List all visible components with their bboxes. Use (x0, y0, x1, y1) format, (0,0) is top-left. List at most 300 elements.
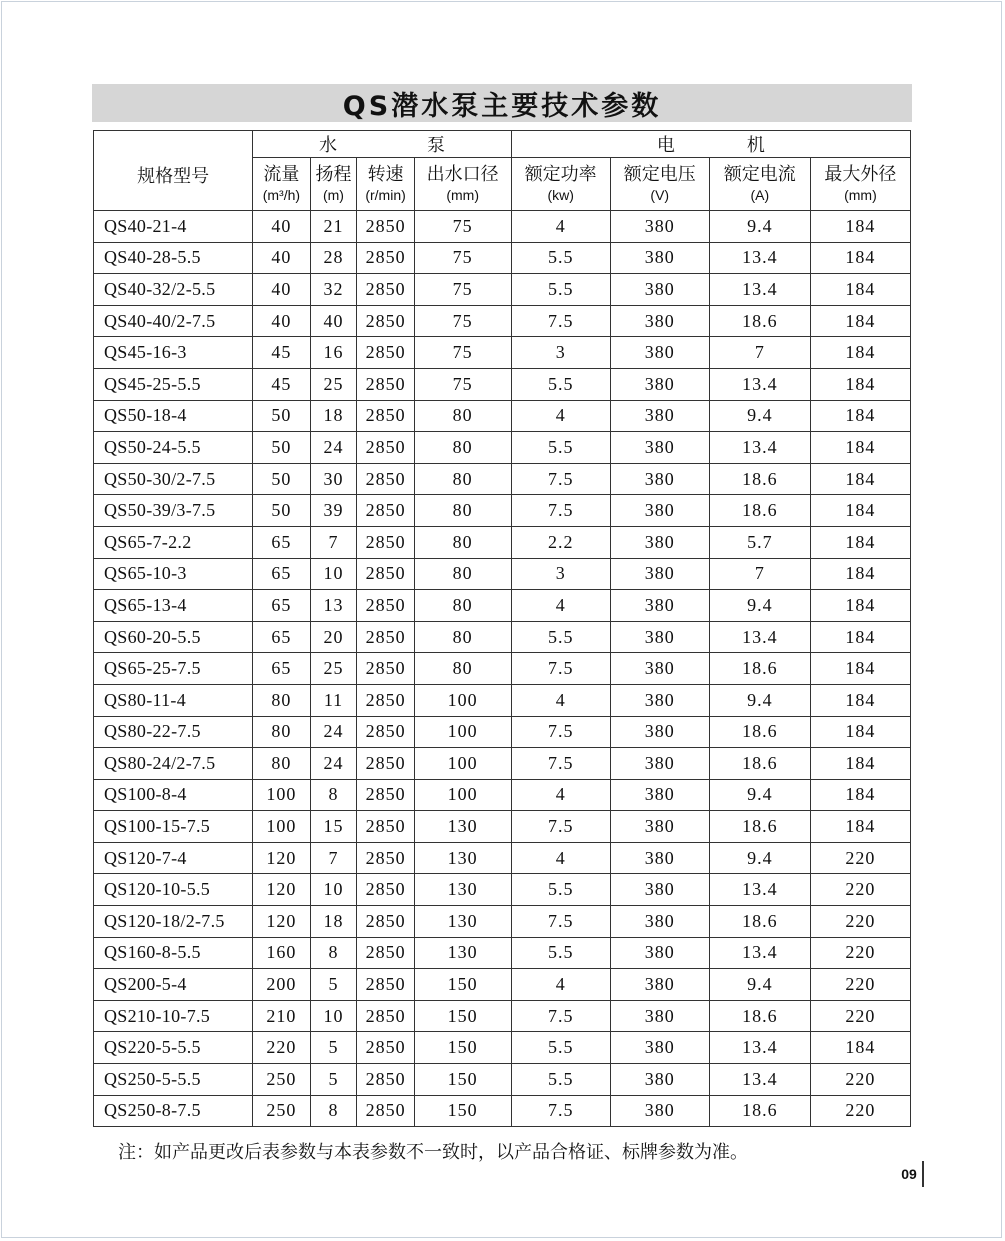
value-cell: 18.6 (709, 716, 810, 748)
header-column (810, 158, 910, 211)
value-cell: 32 (310, 274, 357, 306)
model-cell: QS210-10-7.5 (94, 1000, 253, 1032)
value-cell: 4 (511, 590, 610, 622)
value-cell: 2850 (357, 526, 414, 558)
value-cell: 5.5 (511, 937, 610, 969)
table-body (94, 211, 911, 1127)
value-cell: 80 (414, 432, 511, 464)
model-cell: QS120-10-5.5 (94, 874, 253, 906)
table-row (94, 621, 911, 653)
model-cell: QS40-21-4 (94, 211, 253, 243)
value-cell: 380 (610, 1000, 709, 1032)
value-cell: 75 (414, 242, 511, 274)
value-cell: 75 (414, 211, 511, 243)
model-cell: QS65-25-7.5 (94, 653, 253, 685)
value-cell: 50 (253, 495, 310, 527)
value-cell: 380 (610, 842, 709, 874)
value-cell: 7.5 (511, 1000, 610, 1032)
value-cell: 380 (610, 811, 709, 843)
value-cell: 380 (610, 874, 709, 906)
header-column (511, 158, 610, 211)
table-row (94, 590, 911, 622)
model-cell: QS40-40/2-7.5 (94, 305, 253, 337)
table-row (94, 242, 911, 274)
value-cell: 100 (253, 811, 310, 843)
table-row (94, 779, 911, 811)
value-cell: 100 (414, 779, 511, 811)
value-cell: 380 (610, 653, 709, 685)
header-column (709, 158, 810, 211)
table-row (94, 969, 911, 1001)
value-cell: 380 (610, 432, 709, 464)
value-cell: 3 (511, 558, 610, 590)
value-cell: 4 (511, 779, 610, 811)
header-column-label: 流量 (263, 164, 300, 185)
value-cell: 184 (810, 558, 910, 590)
value-cell: 5.5 (511, 621, 610, 653)
value-cell: 130 (414, 906, 511, 938)
table-row (94, 305, 911, 337)
value-cell: 220 (810, 874, 910, 906)
value-cell: 2850 (357, 495, 414, 527)
value-cell: 7 (310, 842, 357, 874)
value-cell: 18.6 (709, 906, 810, 938)
value-cell: 380 (610, 1095, 709, 1127)
value-cell: 40 (253, 242, 310, 274)
value-cell: 8 (310, 937, 357, 969)
value-cell: 380 (610, 1064, 709, 1096)
value-cell: 18.6 (709, 748, 810, 780)
value-cell: 10 (310, 874, 357, 906)
model-cell: QS220-5-5.5 (94, 1032, 253, 1064)
model-cell: QS50-24-5.5 (94, 432, 253, 464)
value-cell: 2850 (357, 305, 414, 337)
value-cell: 2850 (357, 463, 414, 495)
value-cell: 184 (810, 716, 910, 748)
header-model (94, 131, 253, 211)
value-cell: 7.5 (511, 1095, 610, 1127)
value-cell: 160 (253, 937, 310, 969)
value-cell: 25 (310, 368, 357, 400)
value-cell: 150 (414, 1095, 511, 1127)
header-column (253, 158, 310, 211)
value-cell: 39 (310, 495, 357, 527)
value-cell: 2850 (357, 368, 414, 400)
value-cell: 4 (511, 400, 610, 432)
value-cell: 13 (310, 590, 357, 622)
value-cell: 4 (511, 684, 610, 716)
table-row (94, 716, 911, 748)
value-cell: 130 (414, 811, 511, 843)
value-cell: 4 (511, 211, 610, 243)
value-cell: 18.6 (709, 495, 810, 527)
value-cell: 7.5 (511, 811, 610, 843)
value-cell: 184 (810, 400, 910, 432)
model-cell: QS200-5-4 (94, 969, 253, 1001)
value-cell: 380 (610, 969, 709, 1001)
value-cell: 7.5 (511, 906, 610, 938)
value-cell: 50 (253, 400, 310, 432)
value-cell: 184 (810, 684, 910, 716)
value-cell: 184 (810, 748, 910, 780)
value-cell: 9.4 (709, 211, 810, 243)
value-cell: 150 (414, 1064, 511, 1096)
value-cell: 220 (810, 906, 910, 938)
table-row (94, 1095, 911, 1127)
value-cell: 2850 (357, 621, 414, 653)
value-cell: 80 (414, 590, 511, 622)
value-cell: 13.4 (709, 874, 810, 906)
value-cell: 380 (610, 368, 709, 400)
model-cell: QS120-18/2-7.5 (94, 906, 253, 938)
value-cell: 4 (511, 842, 610, 874)
value-cell: 184 (810, 621, 910, 653)
header-column-label: 出水口径 (426, 164, 499, 185)
value-cell: 380 (610, 463, 709, 495)
model-cell: QS100-15-7.5 (94, 811, 253, 843)
value-cell: 80 (414, 653, 511, 685)
value-cell: 18.6 (709, 1000, 810, 1032)
table-row (94, 558, 911, 590)
table-row (94, 211, 911, 243)
value-cell: 18 (310, 906, 357, 938)
value-cell: 200 (253, 969, 310, 1001)
table-row (94, 1064, 911, 1096)
header-column-unit: (mm) (446, 187, 479, 203)
header-column-label: 扬程 (315, 164, 352, 185)
value-cell: 380 (610, 779, 709, 811)
value-cell: 7.5 (511, 495, 610, 527)
value-cell: 184 (810, 1032, 910, 1064)
header-column-unit: (V) (650, 187, 670, 203)
value-cell: 380 (610, 906, 709, 938)
value-cell: 184 (810, 779, 910, 811)
value-cell: 380 (610, 526, 709, 558)
table-row (94, 400, 911, 432)
value-cell: 5.5 (511, 432, 610, 464)
table-row (94, 811, 911, 843)
value-cell: 184 (810, 211, 910, 243)
header-model-label: 规格型号 (137, 165, 210, 187)
model-cell: QS65-7-2.2 (94, 526, 253, 558)
value-cell: 18.6 (709, 463, 810, 495)
header-column-unit: (kw) (547, 187, 574, 203)
model-cell: QS50-18-4 (94, 400, 253, 432)
table-row (94, 684, 911, 716)
value-cell: 2850 (357, 400, 414, 432)
value-cell: 220 (810, 1095, 910, 1127)
value-cell: 5.5 (511, 874, 610, 906)
value-cell: 28 (310, 242, 357, 274)
value-cell: 18.6 (709, 305, 810, 337)
value-cell: 13.4 (709, 621, 810, 653)
value-cell: 13.4 (709, 1064, 810, 1096)
value-cell: 13.4 (709, 274, 810, 306)
value-cell: 65 (253, 621, 310, 653)
value-cell: 2850 (357, 1032, 414, 1064)
value-cell: 3 (511, 337, 610, 369)
header-column-label: 转速 (367, 164, 404, 185)
value-cell: 2850 (357, 748, 414, 780)
value-cell: 80 (414, 558, 511, 590)
value-cell: 250 (253, 1095, 310, 1127)
value-cell: 75 (414, 337, 511, 369)
value-cell: 5.5 (511, 1032, 610, 1064)
value-cell: 75 (414, 368, 511, 400)
value-cell: 184 (810, 463, 910, 495)
value-cell: 184 (810, 590, 910, 622)
header-group-row (94, 131, 911, 158)
value-cell: 184 (810, 368, 910, 400)
value-cell: 2850 (357, 337, 414, 369)
value-cell: 380 (610, 400, 709, 432)
value-cell: 5.5 (511, 242, 610, 274)
value-cell: 13.4 (709, 368, 810, 400)
value-cell: 380 (610, 211, 709, 243)
value-cell: 2850 (357, 811, 414, 843)
value-cell: 2850 (357, 906, 414, 938)
table-row (94, 906, 911, 938)
table-row (94, 937, 911, 969)
value-cell: 7 (310, 526, 357, 558)
value-cell: 220 (810, 937, 910, 969)
model-cell: QS40-28-5.5 (94, 242, 253, 274)
value-cell: 7.5 (511, 463, 610, 495)
value-cell: 150 (414, 1000, 511, 1032)
value-cell: 7 (709, 337, 810, 369)
model-cell: QS45-16-3 (94, 337, 253, 369)
value-cell: 2850 (357, 874, 414, 906)
value-cell: 5 (310, 1032, 357, 1064)
value-cell: 21 (310, 211, 357, 243)
value-cell: 380 (610, 590, 709, 622)
value-cell: 380 (610, 716, 709, 748)
value-cell: 18.6 (709, 811, 810, 843)
model-cell: QS50-30/2-7.5 (94, 463, 253, 495)
header-column-unit: (m) (322, 187, 344, 203)
value-cell: 2850 (357, 842, 414, 874)
value-cell: 25 (310, 653, 357, 685)
model-cell: QS65-10-3 (94, 558, 253, 590)
value-cell: 380 (610, 242, 709, 274)
value-cell: 9.4 (709, 779, 810, 811)
value-cell: 80 (414, 495, 511, 527)
header-column (310, 158, 357, 211)
header-column-unit: (mm) (844, 187, 877, 203)
header-column-unit: (m³/h) (262, 187, 301, 203)
model-cell: QS80-24/2-7.5 (94, 748, 253, 780)
value-cell: 7 (709, 558, 810, 590)
value-cell: 2850 (357, 274, 414, 306)
value-cell: 10 (310, 558, 357, 590)
header-column-label: 额定电流 (723, 164, 796, 185)
value-cell: 380 (610, 558, 709, 590)
value-cell: 10 (310, 1000, 357, 1032)
model-cell: QS100-8-4 (94, 779, 253, 811)
value-cell: 9.4 (709, 842, 810, 874)
table-row (94, 526, 911, 558)
value-cell: 80 (253, 716, 310, 748)
table-row (94, 495, 911, 527)
value-cell: 100 (253, 779, 310, 811)
value-cell: 40 (253, 305, 310, 337)
value-cell: 7.5 (511, 305, 610, 337)
value-cell: 380 (610, 495, 709, 527)
value-cell: 150 (414, 1032, 511, 1064)
value-cell: 380 (610, 748, 709, 780)
value-cell: 24 (310, 432, 357, 464)
value-cell: 16 (310, 337, 357, 369)
value-cell: 380 (610, 1032, 709, 1064)
value-cell: 2850 (357, 684, 414, 716)
value-cell: 40 (310, 305, 357, 337)
table-row (94, 1032, 911, 1064)
value-cell: 120 (253, 874, 310, 906)
value-cell: 120 (253, 842, 310, 874)
value-cell: 9.4 (709, 590, 810, 622)
value-cell: 4 (511, 969, 610, 1001)
value-cell: 5.5 (511, 368, 610, 400)
value-cell: 13.4 (709, 1032, 810, 1064)
value-cell: 18.6 (709, 1095, 810, 1127)
value-cell: 50 (253, 463, 310, 495)
value-cell: 30 (310, 463, 357, 495)
value-cell: 80 (414, 400, 511, 432)
value-cell: 8 (310, 779, 357, 811)
value-cell: 380 (610, 621, 709, 653)
value-cell: 184 (810, 495, 910, 527)
table-row (94, 1000, 911, 1032)
value-cell: 2850 (357, 969, 414, 1001)
value-cell: 2850 (357, 653, 414, 685)
value-cell: 5.7 (709, 526, 810, 558)
value-cell: 220 (810, 969, 910, 1001)
value-cell: 2850 (357, 1095, 414, 1127)
value-cell: 2.2 (511, 526, 610, 558)
value-cell: 380 (610, 274, 709, 306)
value-cell: 5.5 (511, 1064, 610, 1096)
header-column-label: 额定功率 (524, 164, 597, 185)
value-cell: 11 (310, 684, 357, 716)
value-cell: 2850 (357, 211, 414, 243)
value-cell: 5 (310, 969, 357, 1001)
value-cell: 13.4 (709, 242, 810, 274)
value-cell: 100 (414, 748, 511, 780)
value-cell: 18.6 (709, 653, 810, 685)
model-cell: QS45-25-5.5 (94, 368, 253, 400)
value-cell: 80 (253, 748, 310, 780)
value-cell: 130 (414, 874, 511, 906)
value-cell: 220 (810, 1000, 910, 1032)
value-cell: 380 (610, 937, 709, 969)
value-cell: 220 (253, 1032, 310, 1064)
header-pump-group: 水 泵 (253, 131, 511, 158)
value-cell: 80 (414, 463, 511, 495)
value-cell: 250 (253, 1064, 310, 1096)
value-cell: 210 (253, 1000, 310, 1032)
value-cell: 184 (810, 653, 910, 685)
value-cell: 2850 (357, 937, 414, 969)
value-cell: 13.4 (709, 432, 810, 464)
value-cell: 100 (414, 716, 511, 748)
value-cell: 184 (810, 811, 910, 843)
value-cell: 20 (310, 621, 357, 653)
value-cell: 2850 (357, 716, 414, 748)
value-cell: 9.4 (709, 400, 810, 432)
table-row (94, 337, 911, 369)
model-cell: QS250-5-5.5 (94, 1064, 253, 1096)
header-motor-group: 电 机 (511, 131, 910, 158)
value-cell: 2850 (357, 590, 414, 622)
model-cell: QS50-39/3-7.5 (94, 495, 253, 527)
value-cell: 7.5 (511, 748, 610, 780)
value-cell: 50 (253, 432, 310, 464)
value-cell: 80 (414, 621, 511, 653)
table-row (94, 432, 911, 464)
value-cell: 220 (810, 842, 910, 874)
value-cell: 5.5 (511, 274, 610, 306)
value-cell: 65 (253, 590, 310, 622)
model-cell: QS80-22-7.5 (94, 716, 253, 748)
value-cell: 65 (253, 653, 310, 685)
value-cell: 380 (610, 337, 709, 369)
value-cell: 2850 (357, 779, 414, 811)
value-cell: 130 (414, 842, 511, 874)
header-column (610, 158, 709, 211)
table-row (94, 274, 911, 306)
value-cell: 220 (810, 1064, 910, 1096)
value-cell: 75 (414, 274, 511, 306)
spec-table (93, 130, 911, 1127)
value-cell: 80 (253, 684, 310, 716)
header-column-label: 最大外径 (824, 164, 897, 185)
value-cell: 13.4 (709, 937, 810, 969)
value-cell: 184 (810, 432, 910, 464)
header-column-unit: (r/min) (365, 187, 406, 203)
header-column-unit: (A) (750, 187, 770, 203)
value-cell: 130 (414, 937, 511, 969)
header-column-label: 额定电压 (623, 164, 696, 185)
value-cell: 2850 (357, 432, 414, 464)
header-column (357, 158, 414, 211)
value-cell: 40 (253, 211, 310, 243)
value-cell: 7.5 (511, 653, 610, 685)
model-cell: QS40-32/2-5.5 (94, 274, 253, 306)
value-cell: 65 (253, 526, 310, 558)
table-row (94, 874, 911, 906)
table-row (94, 842, 911, 874)
value-cell: 120 (253, 906, 310, 938)
value-cell: 8 (310, 1095, 357, 1127)
value-cell: 380 (610, 305, 709, 337)
value-cell: 100 (414, 684, 511, 716)
value-cell: 184 (810, 526, 910, 558)
table-row (94, 368, 911, 400)
value-cell: 150 (414, 969, 511, 1001)
value-cell: 40 (253, 274, 310, 306)
value-cell: 24 (310, 748, 357, 780)
value-cell: 24 (310, 716, 357, 748)
value-cell: 184 (810, 274, 910, 306)
model-cell: QS250-8-7.5 (94, 1095, 253, 1127)
value-cell: 2850 (357, 558, 414, 590)
model-cell: QS65-13-4 (94, 590, 253, 622)
value-cell: 2850 (357, 1000, 414, 1032)
value-cell: 184 (810, 305, 910, 337)
value-cell: 65 (253, 558, 310, 590)
value-cell: 184 (810, 337, 910, 369)
value-cell: 9.4 (709, 969, 810, 1001)
